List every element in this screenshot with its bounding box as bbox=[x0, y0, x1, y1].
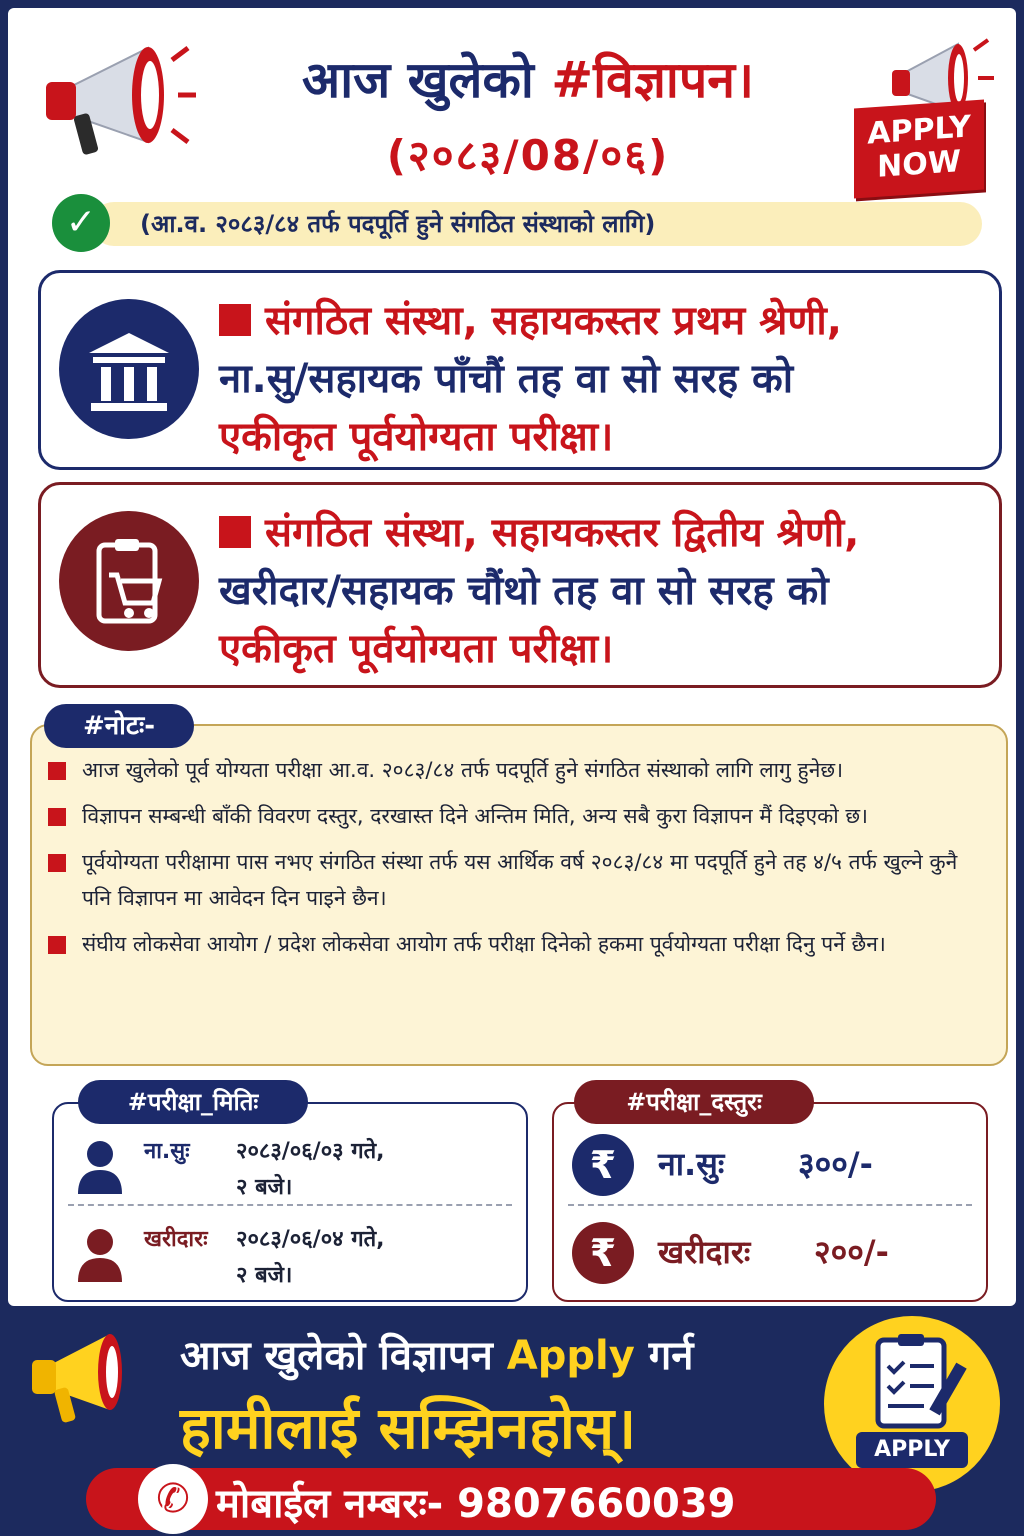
poster-sheet bbox=[8, 8, 1016, 1306]
note-tag: #नोटः- bbox=[44, 704, 194, 748]
header-date: (२०८३/08/०६) bbox=[386, 131, 670, 180]
card1-line3: एकीकृत पूर्वयोग्यता परीक्षा। bbox=[219, 414, 614, 460]
rupee-icon: ₹ bbox=[572, 1222, 634, 1284]
exam-date-box bbox=[52, 1102, 528, 1302]
fee-value-nasu: ३००/- bbox=[798, 1145, 873, 1183]
person-icon bbox=[76, 1226, 124, 1282]
note-item: पूर्वयोग्यता परीक्षामा पास नभए संगठित संस्था तर्फ यस आर्थिक वर्ष २०८३/८४ मा पदपूर्ति हुने तह ४/५ तर्फ खुल्ने कुनै पनि विज्ञापन मा आवेदन दिन पाइने छैन। bbox=[48, 844, 988, 916]
exam-date-tag: #परीक्षा_मितिः bbox=[78, 1080, 308, 1124]
exam-date-value-kharidar-1: २०८३/०६/०४ गते, bbox=[236, 1227, 385, 1252]
note-item: आज खुलेको पूर्व योग्यता परीक्षा आ.व. २०८३/८४ तर्फ पदपूर्ति हुने संगठित संस्थाको लागि लागु हुनेछ। bbox=[48, 752, 988, 788]
exam-date-value-kharidar-2: २ बजे। bbox=[236, 1263, 293, 1288]
card2-line3: एकीकृत पूर्वयोग्यता परीक्षा। bbox=[219, 626, 614, 672]
apply-now-badge[interactable] bbox=[854, 99, 984, 198]
exam-fee-tag: #परीक्षा_दस्तुरः bbox=[574, 1080, 814, 1124]
check-icon: ✓ bbox=[52, 194, 110, 252]
phone-banner[interactable] bbox=[86, 1468, 936, 1530]
cta-line1: आज खुलेको विज्ञापन Apply गर्न bbox=[180, 1333, 694, 1379]
cta-line2: हामीलाई सम्झिनहोस्। bbox=[180, 1394, 637, 1462]
phone-number-text: मोबाईल नम्बरः- 9807660039 bbox=[216, 1481, 736, 1527]
page-title bbox=[208, 44, 848, 112]
subtitle-text: (आ.व. २०८३/८४ तर्फ पदपूर्ति हुने संगठित संस्थाको लागि) bbox=[92, 202, 982, 246]
note-item: संघीय लोकसेवा आयोग / प्रदेश लोकसेवा आयोग तर्फ परीक्षा दिनेको हकमा पूर्वयोग्यता परीक्षा दिनु पर्ने छैन। bbox=[48, 926, 988, 962]
apply-badge-line1: APPLY bbox=[867, 109, 971, 152]
divider bbox=[68, 1204, 512, 1206]
title-prefix: आज खुलेको bbox=[302, 51, 552, 109]
title-highlight: #विज्ञापन। bbox=[551, 51, 754, 109]
phone-icon: ✆ bbox=[138, 1464, 208, 1534]
apply-label: APPLY bbox=[856, 1432, 968, 1468]
exam-date-value-nasu-2: २ बजे। bbox=[236, 1175, 293, 1200]
apply-button[interactable] bbox=[824, 1316, 1000, 1492]
exam-fee-box bbox=[552, 1102, 988, 1302]
exam-date-label-nasu: ना.सुः bbox=[144, 1139, 190, 1164]
card1-line2: ना.सु/सहायक पाँचौं तह वा सो सरह को bbox=[219, 356, 794, 402]
card1-line1: संगठित संस्था, सहायकस्तर प्रथम श्रेणी, bbox=[219, 291, 842, 346]
person-icon bbox=[76, 1138, 124, 1194]
fee-value-kharidar: २००/- bbox=[814, 1233, 889, 1271]
subtitle-bar bbox=[52, 194, 982, 252]
megaphone-footer-icon bbox=[26, 1320, 146, 1430]
exam-card-first-class bbox=[38, 270, 1002, 470]
bank-icon bbox=[59, 299, 199, 439]
rupee-icon: ₹ bbox=[572, 1134, 634, 1196]
exam-date-value-nasu-1: २०८३/०६/०३ गते, bbox=[236, 1139, 385, 1164]
exam-card-second-class bbox=[38, 482, 1002, 688]
shopping-cart-clipboard-icon bbox=[59, 511, 199, 651]
megaphone-icon bbox=[38, 30, 198, 170]
note-item: विज्ञापन सम्बन्धी बाँकी विवरण दस्तुर, दरखास्त दिने अन्तिम मिति, अन्य सबै कुरा विज्ञापन मैं दिइएको छ। bbox=[48, 798, 988, 834]
fee-label-kharidar: खरीदारः bbox=[658, 1233, 751, 1271]
card2-line1: संगठित संस्था, सहायकस्तर द्वितीय श्रेणी, bbox=[219, 503, 859, 558]
fee-label-nasu: ना.सुः bbox=[658, 1145, 725, 1183]
divider bbox=[568, 1204, 972, 1206]
exam-date-label-kharidar: खरीदारः bbox=[144, 1227, 208, 1252]
apply-badge-line2: NOW bbox=[877, 144, 961, 185]
note-list bbox=[48, 752, 988, 972]
card2-line2: खरीदार/सहायक चौंथो तह वा सो सरह को bbox=[219, 568, 829, 614]
